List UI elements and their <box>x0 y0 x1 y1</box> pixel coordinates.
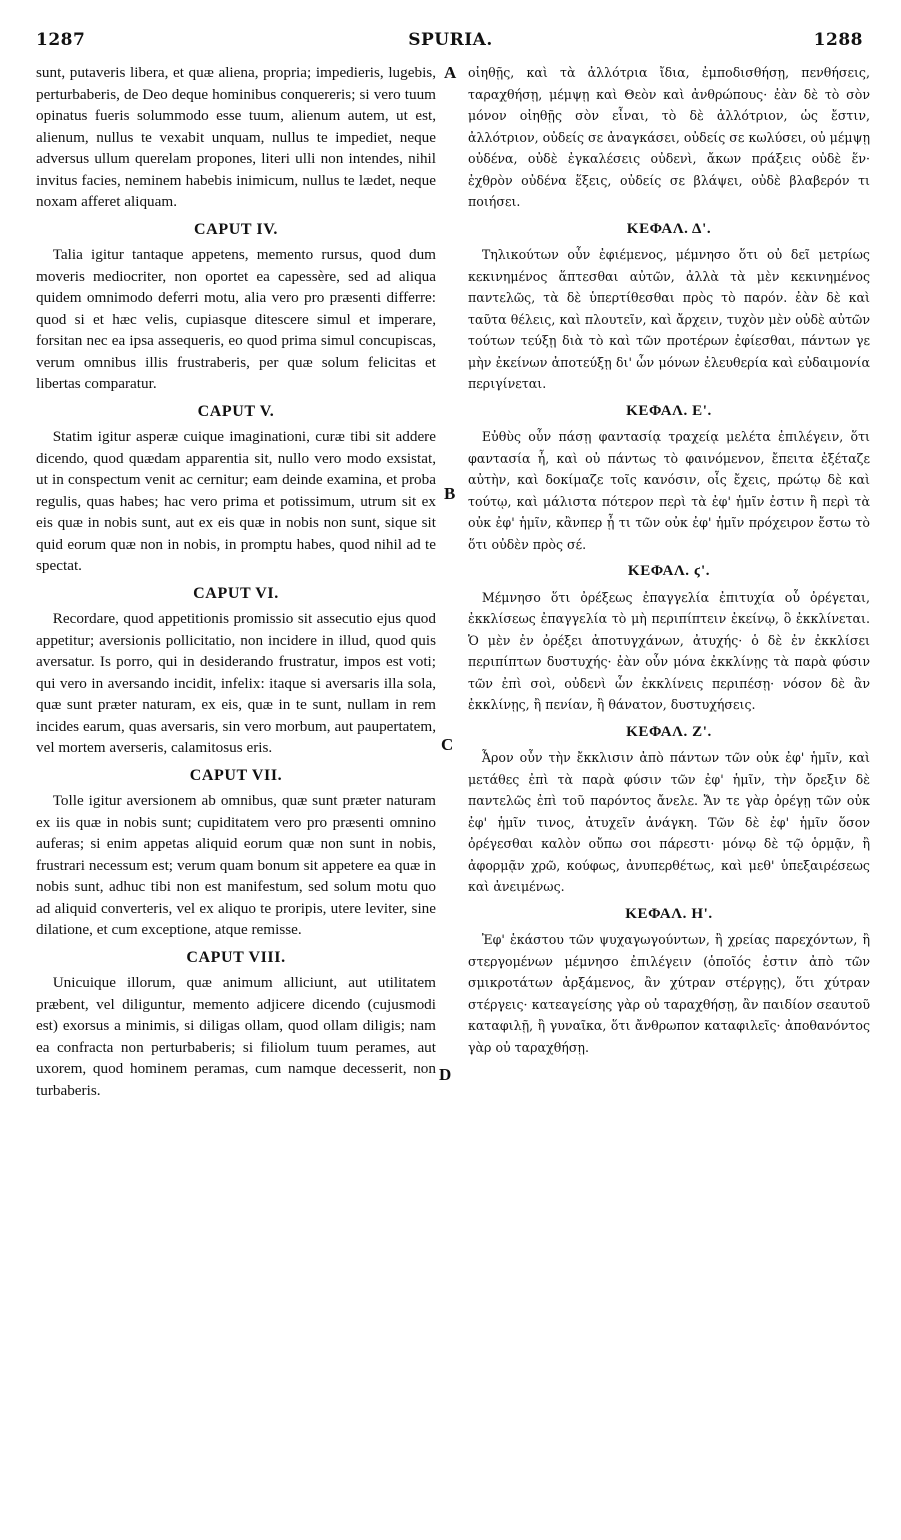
latin-chapter-6-heading: CAPUT VI. <box>193 584 279 602</box>
greek-chapter-5-text: Εὐθὺς οὖν πάσῃ φαντασίᾳ τραχείᾳ μελέτα ἐπιλέγειν, ὅτι φαντασία ἦ, καὶ οὐ πάντως τὸ φαινόμενον, ἔπειτα ἐξέταζε αὐτὴν, καὶ δοκίμαζε τοῖς κανόσιν, οἷς ἔχεις, πρώτῳ δὲ καὶ τούτῳ, καὶ μάλιστα πότερον περὶ τὰ ἐφ' ἡμῖν ἐστιν ἢ περὶ τὰ οὐκ ἐφ' ἡμῖν, κἂνπερ ᾖ τι τῶν οὐκ ἐφ' ἡμῖν πρόχειρον ἔστω τὸ ὅτι οὐδὲν πρὸς σέ. <box>468 429 870 552</box>
greek-chapter-7-heading: ΚΕΦΑΛ. Ζ'. <box>626 723 712 740</box>
greek-chapter-7-text: Ἆρον οὖν τὴν ἔκκλισιν ἀπὸ πάντων τῶν οὐκ ἐφ' ἡμῖν, καὶ μετάθες ἐπὶ τὰ παρὰ φύσιν τῶν ἐφ' ἡμῖν, τὴν ὄρεξιν δὲ παντελῶς ἐπὶ τοῦ παρόντος ἄνελε. Ἄν τε γὰρ ὀρέγῃ τῶν οὐκ ἐφ' ἡμῖν τινος, ἀτυχεῖν ἀνάγκη. Τῶν δὲ ἐφ' ἡμῖν ὅσον ὀρέγεσθαι καλὸν οὔπω σοι πάρεστι· μόνῳ δὲ τῷ ὁρμᾷν, ἢ ἀφορμᾷν χρῶ, κούφως, ἀνυπερθέτως, καὶ μεθ' ὑπεξαιρέσεως καὶ ἀνειμένως. <box>468 750 870 894</box>
greek-intro-paragraph: οἰηθῇς, καὶ τὰ ἀλλότρια ἴδια, ἐμποδισθήσῃ, πενθήσεις, ταραχθήσῃ, μέμψῃ καὶ Θεὸν καὶ ἀνθρώπους· ἐὰν δὲ τὸ σὸν μόνον οἰηθῇς σὸν εἶναι, τὸ δὲ ἀλλότριον, ὡς ἔστιν, ἀλλότριον, οὐδείς σε ἀναγκάσει, οὐδείς σε κωλύσει, οὐ μέμψῃ οὐδένα, οὐδὲ ἐγκαλέσεις οὐδενὶ, ἄκων πράξεις οὐδὲ ἕν· ἐχθρὸν οὐδένα ἕξεις, οὐδείς σε βλάψει, οὐδὲ βλαβερόν τι ποιήσει. <box>468 65 870 209</box>
latin-chapter-7-heading: CAPUT VII. <box>189 766 283 784</box>
running-title: SPURIA. <box>408 30 493 50</box>
page-number-left: 1287 <box>36 30 86 50</box>
greek-column <box>468 62 870 1058</box>
latin-chapter-8-text: Unicuique illorum, quæ animum alliciunt, aut utilitatem præbent, vel diliguntur, memento adjicere dicendo (cujusmodi est) exorsus a minimis, si diligas ollam, quod ollam diligis; nam ea confracta non perturbaberis; si filiolum tuum perames, aut uxorem, quod hominem peramas, cum namque decesserit, non turbaberis. <box>36 974 436 1099</box>
latin-chapter-4-heading: CAPUT IV. <box>194 220 278 238</box>
margin-marker-d: D <box>439 1065 452 1084</box>
greek-chapter-4-text: Τηλικούτων οὖν ἐφιέμενος, μέμνησο ὅτι οὐ δεῖ μετρίως κεκινημένος ἅπτεσθαι αὐτῶν, ἀλλὰ τὰ μὲν κεκινημένος παντελῶς, τὰ δὲ ὑπερτίθεσθαι πρὸς τὸ παρόν. ἐὰν δὲ καὶ ταῦτα θέλεις, καὶ πλουτεῖν, καὶ ἄρχειν, τυχὸν μὲν οὐδὲ αὐτῶν τούτων τεύξῃ διὰ τὸ καὶ τῶν προτέρων ἐφίεσθαι, πάντων γε μὴν ἐκείνων ἀποτεύξῃ δι' ὧν μόνων ἐλευθερία καὶ εὐδαιμονία περιγίνεται. <box>468 247 870 391</box>
greek-chapter-5-heading: ΚΕΦΑΛ. Ε'. <box>626 402 712 419</box>
latin-chapter-5-heading: CAPUT V. <box>197 402 275 420</box>
latin-chapter-8-heading: CAPUT VIII. <box>186 948 286 966</box>
latin-column <box>36 62 436 1101</box>
latin-intro-paragraph: sunt, putaveris libera, et quæ aliena, propria; impedieris, lugebis, perturbaberis, de Deo deque hominibus conquereris; si vero tuum opinatus fueris solummodo esse tuum, alienum autem, ut est, alienum, nullus te vexabit unquam, nullus te impediet, neque adversus ullum querelam propones, literi ulli non intendes, nihil invitus facies, neminem habebis inimicum, nullus te lædet, neque noxam afferet aliquam. <box>36 64 436 210</box>
greek-chapter-8-heading: ΚΕΦΑΛ. Η'. <box>625 905 713 922</box>
latin-chapter-5-text: Statim igitur asperæ cuique imaginationi, curæ tibi sit addere dicendo, quod quædam apparentia sit, nullo vero modo exsistat, ut in conspectum venit ac cernitur; eam deinde examina, et proba regulis, quas habes; hac vero prima et potissimum, utrum sit ex eis quæ in nobis sunt, aut ex eis quæ in nobis non sunt, sique sit quid eorum quæ non in nobis, in promptu habes, quod nihil ad te spectat. <box>36 428 436 574</box>
latin-chapter-7-text: Tolle igitur aversionem ab omnibus, quæ sunt præter naturam ex iis quæ in nobis sunt; cupiditatem vero pro præsenti omnino auferas; si enim appetas aliquid eorum quæ non sunt in nobis, frustrari necessum est; verum quam bonum sit appetere ea quæ in nobis sunt, adhuc tibi non est manifestum, sed solum motu quo ad aliquid converteris, vel ex aliquo te proripis, utere leviter, sine dilatione, et cum exceptione, atque remisse. <box>36 792 436 938</box>
greek-chapter-8-text: Ἐφ' ἑκάστου τῶν ψυχαγωγούντων, ἢ χρείας παρεχόντων, ἢ στεργομένων μέμνησο ἐπιλέγειν (ὁποῖός ἐστιν ἀπὸ τῶν σμικροτάτων ἀρξάμενος, ἂν χύτραν στέργῃς), ὅτι χύτραν στέργεις· κατεαγείσης γὰρ οὐ ταραχθήσῃ, ἂν παιδίον σεαυτοῦ καταφιλῇ, ἢ γυναῖκα, ὅτι ἄνθρωπον καταφιλεῖς· ἀποθανόντος γὰρ οὐ ταραχθήσῃ. <box>468 932 870 1055</box>
margin-marker-b: B <box>444 484 456 503</box>
greek-chapter-6-text: Μέμνησο ὅτι ὀρέξεως ἐπαγγελία ἐπιτυχία οὗ ὀρέγεται, ἐκκλίσεως ἐπαγγελία τὸ μὴ περιπίπτειν ἐκείνῳ, ὃ ἐκκλίνεται. Ὁ μὲν ἐν ὀρέξει ἀποτυγχάνων, ἀτυχής· ὁ δὲ ἐν ἐκκλίσει περιπίπτων δυστυχής· ἐὰν οὖν μόνα ἐκκλίνῃς τὰ παρὰ φύσιν τῶν ἐπὶ σοὶ, οὐδενὶ ὧν ἐκκλίνεις περιπέσῃ· νόσον δὲ ἂν ἐκκλίνῃς, ἢ πενίαν, ἢ θάνατον, δυστυχήσεις. <box>468 589 870 712</box>
margin-marker-c: C <box>441 735 454 754</box>
greek-chapter-4-heading: ΚΕΦΑΛ. Δ'. <box>626 220 712 237</box>
latin-chapter-6-text: Recordare, quod appetitionis promissio sit assecutio ejus quod appetitur; aversionis pollicitatio, non incidere in illud, quod quis aversatur. Is porro, qui in desiderando frustratur, impos est voti; qui vero in aversando incidit, infelix: itaque si aversaris illa sola, quæ sunt præter naturam, ex eis, quæ in te sunt, nullam in rem incides earum, quas aversaris, sin vero morbum, aut paupertatem, vel mortem averseris, calamitosus eris. <box>36 610 436 756</box>
latin-chapter-4-text: Talia igitur tantaque appetens, memento rursus, quod dum moveris mediocriter, non oportet ea capessère, sed ad aliqua quidem omnimodo deferri motu, alia vero pro præsenti differre: quod si et hæc velis, cupiasque ditescere simul et imperare, forsitan nec ea ipsa assequeris, eo quod prima simul concupiscas, verum omnibus illis frustraberis, per quæ solum felicitas et libertas comparatur. <box>36 246 436 392</box>
greek-chapter-6-heading: ΚΕΦΑΛ. ϛ'. <box>627 563 711 579</box>
margin-marker-a: A <box>444 63 457 82</box>
page-number-right: 1288 <box>813 30 863 50</box>
